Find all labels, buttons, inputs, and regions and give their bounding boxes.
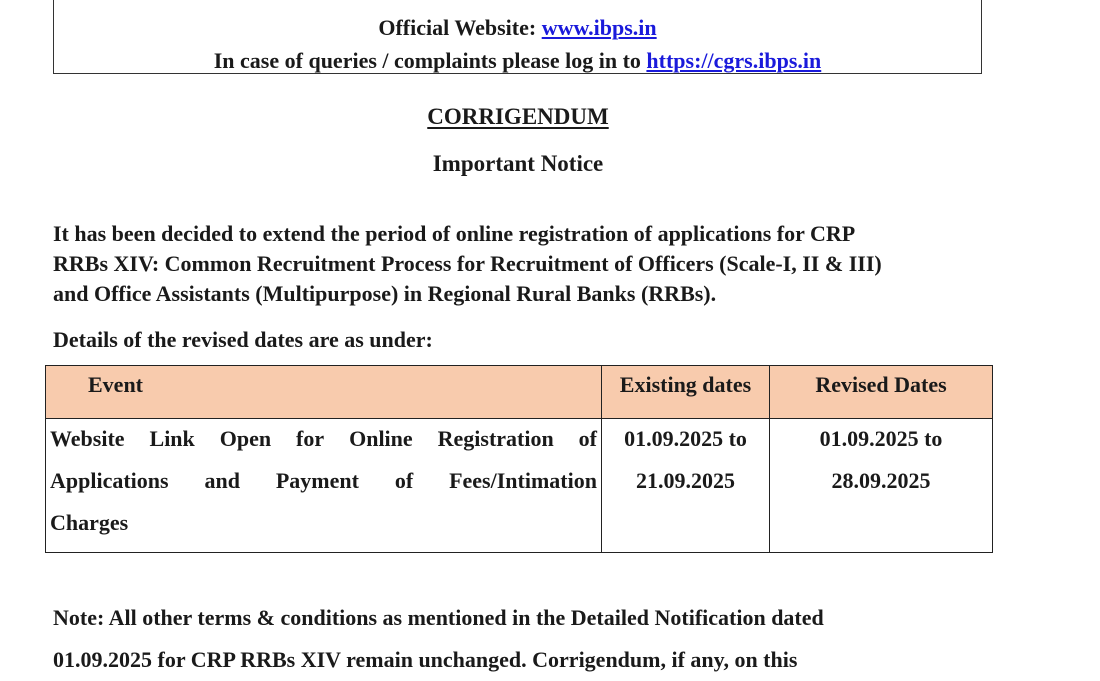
- paragraph-line-1: It has been decided to extend the period of online registration of applications for CRP: [53, 221, 856, 246]
- header-box: [53, 0, 982, 74]
- details-label: Details of the revised dates are as under:: [53, 327, 433, 352]
- event-word: Payment: [275, 468, 359, 493]
- note-paragraph: [53, 597, 1003, 681]
- event-word: Registration: [437, 426, 554, 451]
- existing-date-start: 01.09.2025 to: [624, 426, 747, 451]
- event-word: Applications: [50, 468, 169, 493]
- event-word: of: [394, 468, 414, 493]
- queries-line: [54, 48, 981, 74]
- paragraph-line-3: and Office Assistants (Multipurpose) in Regional Rural Banks (RRBs).: [53, 281, 717, 306]
- table-header-row: [46, 366, 993, 419]
- website-link[interactable]: www.ibps.in: [541, 15, 657, 40]
- revised-dates-cell: [770, 419, 993, 553]
- event-word: Fees/Intimation: [449, 468, 597, 493]
- official-website-line: [54, 15, 981, 41]
- paragraph-line-2: RRBs XIV: Common Recruitment Process for Recruitment of Officers (Scale-I, II & III): [53, 251, 882, 276]
- existing-date-end: 21.09.2025: [636, 468, 735, 493]
- revised-date-start: 01.09.2025 to: [819, 426, 943, 451]
- header-event: Event: [46, 366, 602, 419]
- event-word: Website: [50, 426, 125, 451]
- event-cell: [46, 419, 602, 553]
- existing-dates-cell: [602, 419, 770, 553]
- event-line-1: [50, 425, 597, 467]
- event-word: for: [296, 426, 325, 451]
- queries-label: In case of queries / complaints please log in to: [213, 48, 641, 73]
- cgrs-link[interactable]: https://cgrs.ibps.in: [646, 48, 822, 73]
- main-paragraph: [53, 219, 973, 309]
- revised-dates-table: [45, 365, 993, 553]
- notice-title: Important Notice: [432, 151, 604, 176]
- header-existing-dates: Existing dates: [602, 366, 770, 419]
- revised-date-end: 28.09.2025: [831, 468, 931, 493]
- event-line-3: Charges: [50, 510, 129, 535]
- website-label: Official Website:: [378, 15, 537, 40]
- header-revised-dates: Revised Dates: [770, 366, 993, 419]
- event-word: Online: [349, 426, 413, 451]
- event-word: and: [204, 468, 240, 493]
- table-row: [46, 419, 993, 553]
- event-word: of: [578, 426, 597, 451]
- event-word: Open: [219, 426, 272, 451]
- event-word: Link: [149, 426, 195, 451]
- note-line-2: 01.09.2025 for CRP RRBs XIV remain unchanged. Corrigendum, if any, on this: [53, 647, 798, 672]
- event-line-2: [50, 467, 597, 509]
- note-line-1: Note: All other terms & conditions as mentioned in the Detailed Notification dated: [53, 605, 824, 630]
- corrigendum-title: CORRIGENDUM: [427, 104, 609, 129]
